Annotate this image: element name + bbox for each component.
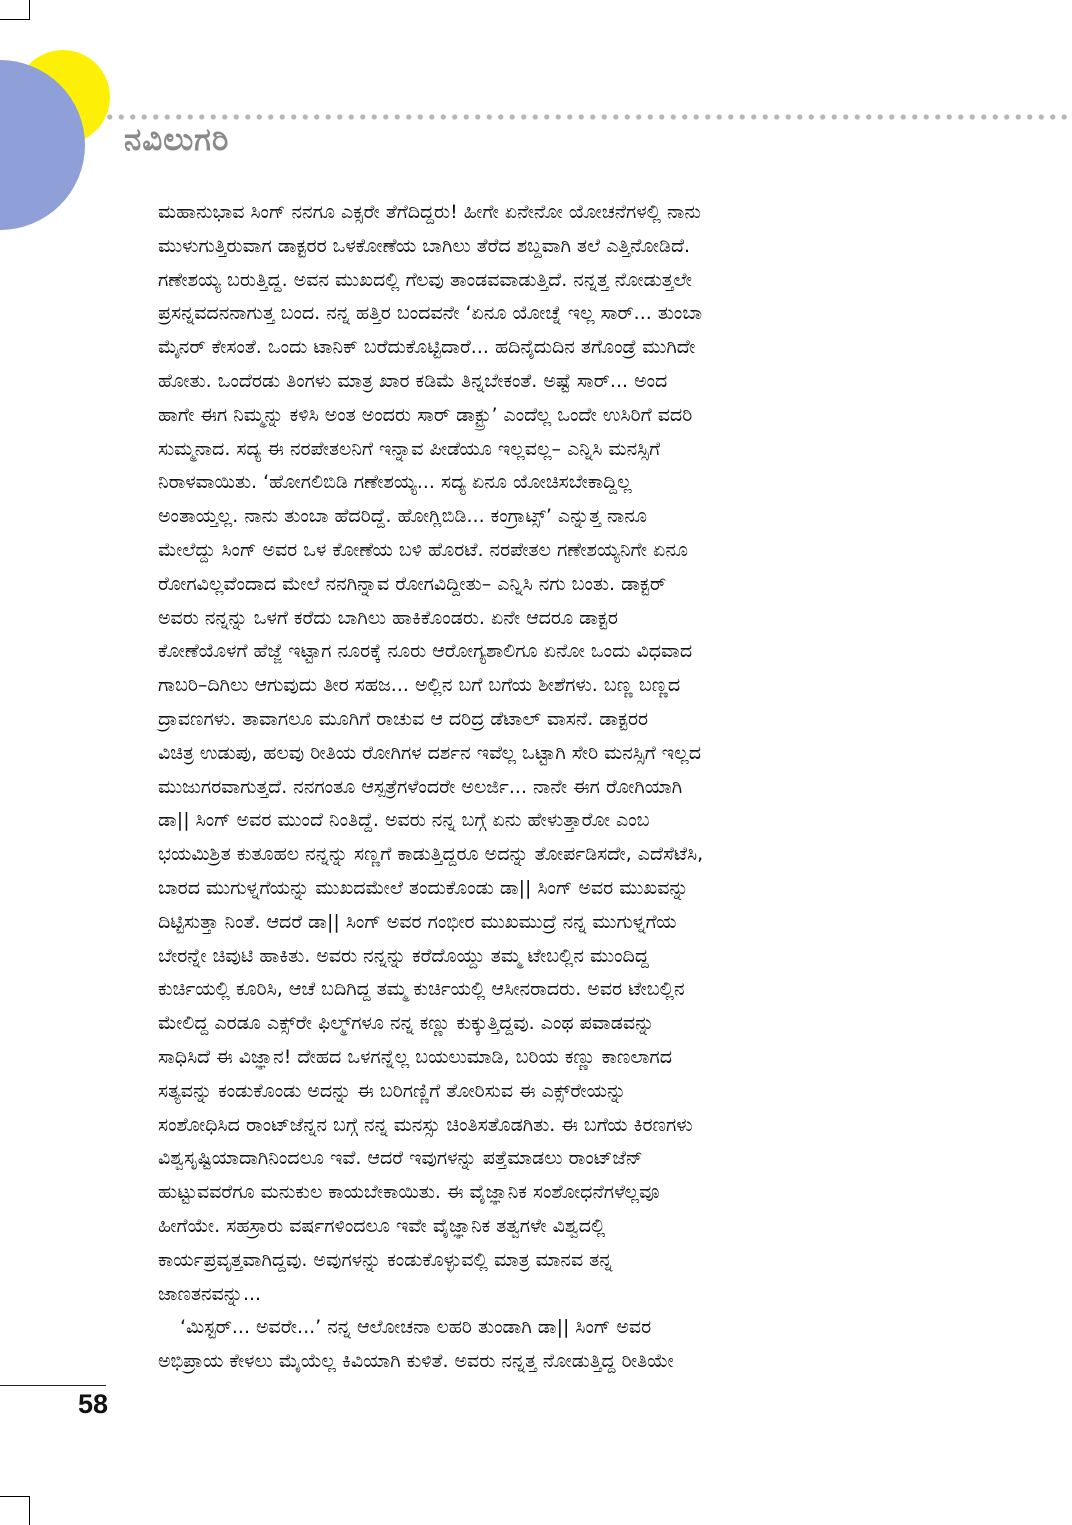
text-line: ಹುಟ್ಟುವವರೆಗೂ ಮನುಕುಲ ಕಾಯಬೇಕಾಯಿತು. ಈ ವೈಜ್ಞಾನಿಕ ಸಂಶೋಧನೆಗಳೆಲ್ಲವೂ — [158, 1181, 660, 1204]
running-title: ನವಿಲುಗರಿ — [124, 122, 230, 158]
text-line: ಗಾಬರಿ–ದಿಗಿಲು ಆಗುವುದು ತೀರ ಸಹಜ... ಅಲ್ಲಿನ ಬಗೆ ಬಗೆಯ ಶೀಶೆಗಳು. ಬಣ್ಣ ಬಣ್ಣದ — [158, 674, 681, 697]
text-line: ವಿಚಿತ್ರ ಉಡುಪು, ಹಲವು ರೀತಿಯ ರೋಗಿಗಳ ದರ್ಶನ ಇವೆಲ್ಲ ಒಟ್ಟಾಗಿ ಸೇರಿ ಮನಸ್ಸಿಗೆ ಇಲ್ಲದ — [158, 741, 701, 764]
text-line: ಹಾಗೇ ಈಗ ನಿಮ್ಮನ್ನು ಕಳಿಸಿ ಅಂತ ಅಂದರು ಸಾರ್ ಡಾಕ್ಟ್ರು’ ಎಂದೆಲ್ಲ ಒಂದೇ ಉಸಿರಿಗೆ ವದರಿ — [158, 403, 693, 426]
paragraph — [158, 1311, 918, 1379]
dotted-header-rule — [104, 112, 1072, 122]
text-line: ಅವರು ನನ್ನನ್ನು ಒಳಗೆ ಕರೆದು ಬಾಗಿಲು ಹಾಕಿಕೊಂಡರು. ಏನೇ ಆದರೂ ಡಾಕ್ಟರ — [158, 606, 618, 629]
text-line: ಮುಜುಗರವಾಗುತ್ತದೆ. ನನಗಂತೂ ಆಸ್ಪತ್ರೆಗಳೆಂದರೇ ಅಲರ್ಜಿ... ನಾನೇ ಈಗ ರೋಗಿಯಾಗಿ — [158, 775, 683, 798]
text-line: ಹೀಗೆಯೇ. ಸಹಸ್ರಾರು ವರ್ಷಗಳಿಂದಲೂ ಇವೇ ವೈಜ್ಞಾನಿಕ ತತ್ವಗಳೇ ವಿಶ್ವದಲ್ಲಿ — [158, 1214, 606, 1237]
text-line: ಡಾ|| ಸಿಂಗ್ ಅವರ ಮುಂದೆ ನಿಂತಿದ್ದೆ. ಅವರು ನನ್ನ ಬಗ್ಗೆ ಏನು ಹೇಳುತ್ತಾರೋ ಎಂಬ — [158, 809, 650, 832]
text-line: ಪ್ರಸನ್ನವದನನಾಗುತ್ತ ಬಂದ. ನನ್ನ ಹತ್ತಿರ ಬಂದವನೇ ‘ಏನೂ ಯೋಚ್ನೆ ಇಲ್ಲ ಸಾರ್... ತುಂಬಾ — [158, 302, 703, 325]
text-line: ಸಂಶೋಧಿಸಿದ ರಾಂಟ್‌ಜೆನ್ನನ ಬಗ್ಗೆ ನನ್ನ ಮನಸ್ಸು ಚಿಂತಿಸತೊಡಗಿತು. ಈ ಬಗೆಯ ಕಿರಣಗಳು — [158, 1113, 693, 1136]
text-line: ಹೋತು. ಒಂದೆರಡು ತಿಂಗಳು ಮಾತ್ರ ಖಾರ ಕಡಿಮೆ ತಿನ್ನಬೇಕಂತೆ. ಅಷ್ಟೆ ಸಾರ್... ಅಂದ — [158, 369, 668, 392]
text-line: ಮುಳುಗುತ್ತಿರುವಾಗ ಡಾಕ್ಟರರ ಒಳಕೋಣೆಯ ಬಾಗಿಲು ತೆರೆದ ಶಬ್ದವಾಗಿ ತಲೆ ಎತ್ತಿನೋಡಿದೆ. — [158, 234, 691, 257]
page-number: 58 — [78, 1389, 109, 1419]
text-line: ಮಹಾನುಭಾವ ಸಿಂಗ್ ನನಗೂ ಎಕ್ಸರೇ ತೆಗೆದಿದ್ದರು! ಹೀಗೇ ಏನೇನೋ ಯೋಚನೆಗಳಲ್ಲಿ ನಾನು — [158, 201, 701, 223]
text-line: ಬೇರನ್ನೇ ಚಿವುಟಿ ಹಾಕಿತು. ಅವರು ನನ್ನನ್ನು ಕರೆದೊಯ್ದು ತಮ್ಮ ಟೇಬಲ್ಲಿನ ಮುಂದಿದ್ದ — [158, 944, 649, 967]
crop-mark-bottom-left-horizontal — [0, 1496, 30, 1497]
body-text — [158, 196, 918, 1379]
text-line: ದಿಟ್ಟಿಸುತ್ತಾ ನಿಂತೆ. ಆದರೆ ಡಾ|| ಸಿಂಗ್ ಅವರ ಗಂಭೀರ ಮುಖಮುದ್ರೆ ನನ್ನ ಮುಗುಳ್ನಗೆಯ — [158, 910, 677, 933]
text-line: ನಿರಾಳವಾಯಿತು. ‘ಹೋಗಲಿಬಿಡಿ ಗಣೇಶಯ್ಯ... ಸದ್ಯ ಏನೂ ಯೋಚಿಸಬೇಕಾದ್ದಿಲ್ಲ — [158, 471, 632, 494]
text-line: ಸತ್ಯವನ್ನು ಕಂಡುಕೊಂಡು ಅದನ್ನು ಈ ಬರಿಗಣ್ಣಿಗೆ ತೋರಿಸುವ ಈ ಎಕ್ಸ್‌ರೇಯನ್ನು — [158, 1079, 627, 1102]
text-line: ಗಣೇಶಯ್ಯ ಬರುತ್ತಿದ್ದ. ಅವನ ಮುಖದಲ್ಲಿ ಗೆಲವು ತಾಂಡವವಾಡುತ್ತಿದೆ. ನನ್ನತ್ತ ನೋಡುತ್ತಲೇ — [158, 268, 692, 291]
text-line: ಭಯಮಿಶ್ರಿತ ಕುತೂಹಲ ನನ್ನನ್ನು ಸಣ್ಣಗೆ ಕಾಡುತ್ತಿದ್ದರೂ ಅದನ್ನು ತೋರ್ಪಡಿಸದೇ, ಎದೆಸೆಟೆಸಿ, — [158, 843, 704, 866]
paragraph — [158, 196, 918, 1311]
text-line: ಮೈನರ್ ಕೇಸಂತೆ. ಒಂದು ಟಾನಿಕ್ ಬರೆದುಕೊಟ್ಟಿದಾರೆ... ಹದಿನೈದುದಿನ ತಗೊಂಡ್ರೆ ಮುಗಿದೇ — [158, 336, 696, 359]
text-line: ಮೇಲಿದ್ದ ಎರಡೂ ಎಕ್ಸ್‌ರೇ ಫಿಲ್ಮ್‌ಗಳೂ ನನ್ನ ಕಣ್ಣು ಕುಕ್ಕುತ್ತಿದ್ದವು. ಎಂಥ ಪವಾಡವನ್ನು — [158, 1012, 655, 1035]
crop-mark-bottom-left-vertical — [29, 1496, 30, 1525]
text-line: ಜಾಣತನವನ್ನು... — [158, 1282, 262, 1305]
text-line: ಬಾರದ ಮುಗುಳ್ನಗೆಯನ್ನು ಮುಖದಮೇಲೆ ತಂದುಕೊಂಡು ಡಾ|| ಸಿಂಗ್ ಅವರ ಮುಖವನ್ನು — [158, 876, 689, 899]
text-line: ‘ಮಿಸ್ಟರ್... ಅವರೇ...’ ನನ್ನ ಆಲೋಚನಾ ಲಹರಿ ತುಂಡಾಗಿ ಡಾ|| ಸಿಂಗ್ ಅವರ — [180, 1316, 652, 1339]
text-line: ಅಭಿಪ್ರಾಯ ಕೇಳಲು ಮೈಯೆಲ್ಲ ಕಿವಿಯಾಗಿ ಕುಳಿತೆ. ಅವರು ನನ್ನತ್ತ ನೋಡುತ್ತಿದ್ದ ರೀತಿಯೇ — [158, 1350, 674, 1373]
crop-mark-top-left-horizontal — [0, 19, 30, 20]
text-line: ಕೋಣೆಯೊಳಗೆ ಹೆಜ್ಜೆ ಇಟ್ಟಾಗ ನೂರಕ್ಕೆ ನೂರು ಆರೋಗ್ಯಶಾಲಿಗೂ ಏನೋ ಒಂದು ವಿಧವಾದ — [158, 640, 693, 663]
crop-mark-top-left-vertical — [29, 0, 30, 20]
text-line: ರೋಗವಿಲ್ಲವೆಂದಾದ ಮೇಲೆ ನನಗಿನ್ನಾವ ರೋಗವಿದ್ದೀತು– ಎನ್ನಿಸಿ ನಗು ಬಂತು. ಡಾಕ್ಟರ್ — [158, 572, 667, 595]
text-line: ಮೇಲೆದ್ದು ಸಿಂಗ್ ಅವರ ಒಳ ಕೋಣೆಯ ಬಳಿ ಹೊರಟೆ. ನರಪೇತಲ ಗಣೇಶಯ್ಯನಿಗೇ ಏನೂ — [158, 538, 689, 561]
text-line: ಸಾಧಿಸಿದೆ ಈ ವಿಜ್ಞಾನ! ದೇಹದ ಒಳಗನ್ನೆಲ್ಲ ಬಯಲುಮಾಡಿ, ಬರಿಯ ಕಣ್ಣು ಕಾಣಲಾಗದ — [158, 1045, 672, 1068]
text-line: ವಿಶ್ವಸೃಷ್ಟಿಯಾದಾಗಿನಿಂದಲೂ ಇವೆ. ಆದರೆ ಇವುಗಳನ್ನು ಪತ್ತೆಮಾಡಲು ರಾಂಟ್‌ಜೆನ್ — [158, 1147, 643, 1170]
text-line: ಸುಮ್ಮನಾದ. ಸದ್ಯ ಈ ನರಪೇತಲನಿಗೆ ಇನ್ನಾವ ಪೀಡೆಯೂ ಇಲ್ಲವಲ್ಲ– ಎನ್ನಿಸಿ ಮನಸ್ಸಿಗೆ — [158, 437, 661, 460]
text-line: ಕಾರ್ಯಪ್ರವೃತ್ತವಾಗಿದ್ದವು. ಅವುಗಳನ್ನು ಕಂಡುಕೊಳ್ಳುವಲ್ಲಿ ಮಾತ್ರ ಮಾನವ ತನ್ನ — [158, 1248, 613, 1271]
text-line: ಕುರ್ಚಿಯಲ್ಲಿ ಕೂರಿಸಿ, ಆಚೆ ಬದಿಗಿದ್ದ ತಮ್ಮ ಕುರ್ಚಿಯಲ್ಲಿ ಆಸೀನರಾದರು. ಅವರ ಟೇಬಲ್ಲಿನ — [158, 978, 685, 1001]
text-line: ಅಂತಾಯ್ತಲ್ಲ. ನಾನು ತುಂಬಾ ಹೆದರಿದ್ದೆ. ಹೋಗ್ಲಿಬಿಡಿ... ಕಂಗ್ರಾಟ್ಸ್’ ಎನ್ನುತ್ತ ನಾನೂ — [158, 505, 647, 528]
text-line: ದ್ರಾವಣಗಳು. ತಾವಾಗಲೂ ಮೂಗಿಗೆ ರಾಚುವ ಆ ದರಿದ್ರ ಡೆಟಾಲ್ ವಾಸನೆ. ಡಾಕ್ಟರರ — [158, 707, 649, 730]
